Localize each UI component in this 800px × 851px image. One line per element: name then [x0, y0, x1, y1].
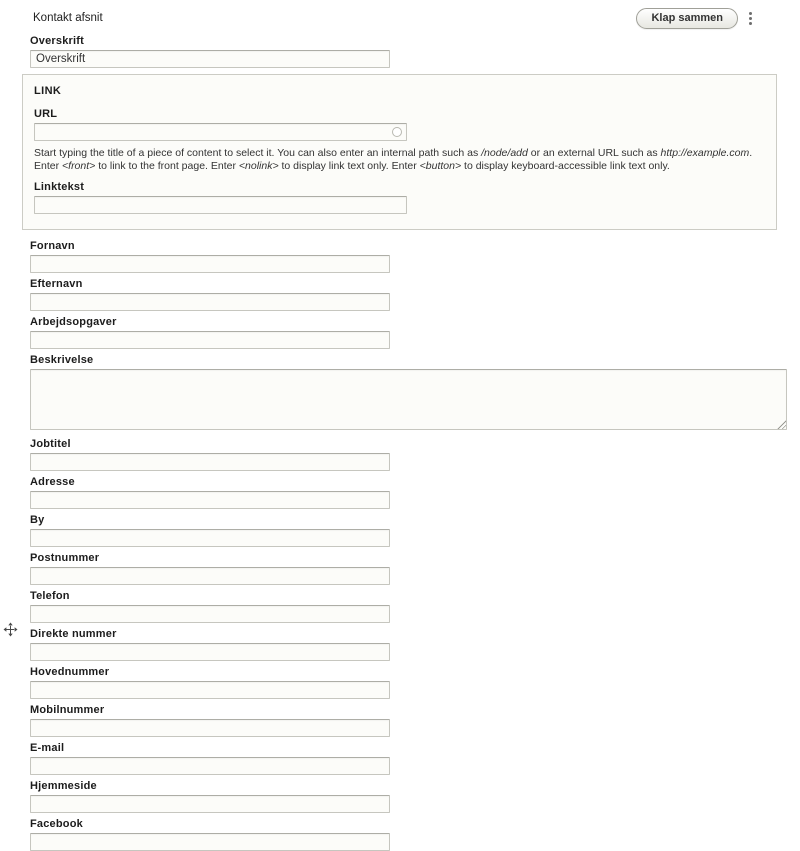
description-text: to display link text only. Enter	[278, 159, 420, 172]
hjemmeside-input[interactable]	[30, 795, 390, 813]
adresse-label: Adresse	[30, 476, 75, 488]
field-beskrivelse	[30, 355, 787, 430]
fornavn-input[interactable]	[30, 255, 390, 273]
email-input[interactable]	[30, 757, 390, 775]
field-facebook	[30, 819, 787, 851]
email-label: E-mail	[30, 742, 65, 754]
paragraph-header	[33, 7, 787, 29]
field-efternavn	[30, 279, 787, 311]
hovednummer-label: Hovednummer	[30, 666, 110, 678]
field-jobtitel	[30, 439, 787, 471]
description-text: to display keyboard-accessible link text only.	[461, 159, 670, 172]
mobilnummer-input[interactable]	[30, 719, 390, 737]
field-overskrift	[30, 36, 787, 68]
postnummer-input[interactable]	[30, 567, 390, 585]
by-label: By	[30, 514, 45, 526]
field-email	[30, 743, 787, 775]
field-telefon	[30, 591, 787, 623]
link-fieldset	[22, 74, 777, 230]
efternavn-input[interactable]	[30, 293, 390, 311]
by-input[interactable]	[30, 529, 390, 547]
linktekst-label: Linktekst	[34, 181, 85, 193]
hovednummer-input[interactable]	[30, 681, 390, 699]
circle-throbber-icon	[392, 127, 402, 137]
facebook-input[interactable]	[30, 833, 390, 851]
field-linktekst	[34, 182, 764, 214]
fornavn-label: Fornavn	[30, 240, 75, 252]
telefon-label: Telefon	[30, 590, 70, 602]
direkte-nummer-label: Direkte nummer	[30, 628, 117, 640]
facebook-label: Facebook	[30, 818, 83, 830]
linktekst-input[interactable]	[34, 196, 407, 214]
move-drag-handle-icon[interactable]	[3, 622, 18, 642]
description-text: or an external URL such as	[527, 147, 661, 159]
description-italic: http://example.com	[660, 147, 750, 159]
beskrivelse-label: Beskrivelse	[30, 354, 94, 366]
description-text: to link to the front page. Enter	[95, 159, 239, 172]
url-description	[34, 147, 758, 172]
description-text: Start typing the title of a piece of content to select it. You can also enter an internal path such as	[34, 147, 482, 159]
overskrift-input[interactable]	[30, 50, 390, 68]
mobilnummer-label: Mobilnummer	[30, 704, 105, 716]
link-fieldset-legend: LINK	[34, 85, 62, 97]
description-italic: <nolink>	[238, 159, 279, 172]
direkte-nummer-input[interactable]	[30, 643, 390, 661]
description-italic: <front>	[62, 159, 96, 172]
field-fornavn	[30, 241, 787, 273]
field-mobilnummer	[30, 705, 787, 737]
field-arbejdsopgaver	[30, 317, 787, 349]
vertical-ellipsis-icon[interactable]	[747, 10, 754, 27]
field-url	[34, 109, 764, 141]
field-adresse	[30, 477, 787, 509]
jobtitel-input[interactable]	[30, 453, 390, 471]
field-by	[30, 515, 787, 547]
telefon-input[interactable]	[30, 605, 390, 623]
description-text: . Enter	[34, 147, 753, 172]
efternavn-label: Efternavn	[30, 278, 83, 290]
description-italic: /node/add	[481, 147, 528, 159]
field-hjemmeside	[30, 781, 787, 813]
collapse-button[interactable]: Klap sammen	[636, 8, 738, 29]
jobtitel-label: Jobtitel	[30, 438, 71, 450]
arbejdsopgaver-label: Arbejdsopgaver	[30, 316, 117, 328]
url-input[interactable]	[34, 123, 407, 141]
field-postnummer	[30, 553, 787, 585]
postnummer-label: Postnummer	[30, 552, 100, 564]
arbejdsopgaver-input[interactable]	[30, 331, 390, 349]
overskrift-label: Overskrift	[30, 35, 84, 47]
paragraph-actions	[636, 8, 754, 29]
field-direkte-nummer	[30, 629, 787, 661]
url-label: URL	[34, 108, 58, 120]
beskrivelse-textarea[interactable]	[30, 369, 787, 430]
description-italic: <button>	[419, 159, 462, 172]
field-hovednummer	[30, 667, 787, 699]
paragraph-title: Kontakt afsnit	[33, 12, 103, 24]
hjemmeside-label: Hjemmeside	[30, 780, 97, 792]
adresse-input[interactable]	[30, 491, 390, 509]
